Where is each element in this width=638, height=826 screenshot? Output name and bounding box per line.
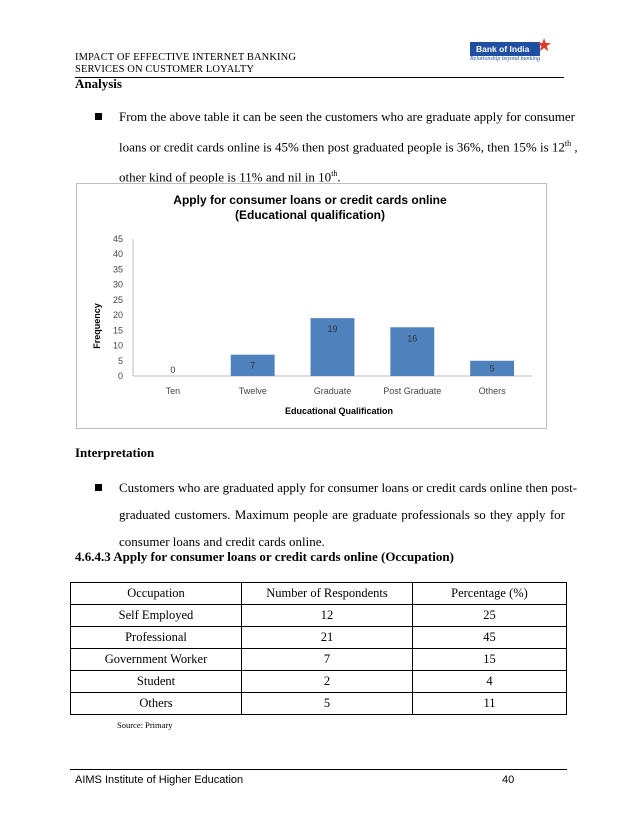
table-row — [71, 671, 567, 693]
cell-percentage: 25 — [413, 605, 567, 627]
y-tick-label: 15 — [112, 325, 123, 336]
occupation-table — [70, 582, 567, 715]
analysis-line-2-text: loans or credit cards online is 45% then post graduated people is 36%, then 15% is 12 — [119, 139, 565, 155]
x-ticks — [166, 386, 506, 396]
header-line-2: SERVICES ON CUSTOMER LOYALTY — [75, 63, 255, 75]
analysis-line-2-end: , — [571, 139, 578, 155]
footer-divider — [70, 769, 567, 770]
y-ticks — [113, 234, 123, 381]
y-tick-label: 30 — [112, 279, 123, 290]
analysis-line-2 — [119, 130, 578, 160]
data-label: 19 — [327, 324, 338, 335]
chart-svg — [77, 184, 546, 428]
chart-title-line-2: (Educational qualification) — [234, 208, 386, 222]
analysis-line-3-text: other kind of people is 11% and nil in 10 — [119, 169, 332, 185]
y-tick-label: 45 — [112, 234, 123, 244]
logo-text: Bank of India — [476, 44, 530, 54]
bank-logo — [462, 35, 562, 66]
analysis-line-2-sup: th — [564, 139, 572, 148]
interpretation-line-3: consumer loans and credit cards online. — [119, 534, 325, 549]
data-label: 16 — [407, 333, 418, 344]
col-header-occupation: Occupation — [71, 583, 242, 605]
analysis-line-3-end: . — [337, 169, 341, 185]
cell-respondents: 2 — [242, 671, 413, 693]
cell-respondents: 7 — [242, 649, 413, 671]
data-label: 7 — [250, 360, 256, 371]
cell-percentage: 45 — [413, 627, 567, 649]
x-tick-label: Others — [478, 386, 506, 396]
bullet-square-icon — [95, 484, 102, 491]
analysis-line-3-sup: th — [331, 169, 338, 179]
y-tick-label: 20 — [112, 310, 123, 321]
y-tick-label: 5 — [117, 355, 123, 366]
page-number: 40 — [502, 774, 515, 786]
logo-tagline: Relationship beyond banking — [470, 56, 540, 62]
analysis-heading: Analysis — [75, 76, 122, 91]
bullet-square-icon — [95, 113, 102, 120]
cell-occupation: Self Employed — [71, 605, 242, 627]
x-axis-label: Educational Qualification — [284, 406, 394, 416]
analysis-line-1: From the above table it can be seen the customers who are graduate apply for consumer — [119, 109, 575, 124]
header-divider — [75, 77, 564, 78]
data-label: 0 — [170, 365, 176, 375]
y-tick-label: 40 — [112, 249, 123, 260]
y-tick-label: 35 — [112, 264, 123, 275]
y-tick-label: 0 — [117, 371, 123, 381]
table-row — [71, 693, 567, 715]
cell-occupation: Professional — [71, 627, 242, 649]
data-label: 5 — [489, 363, 495, 374]
x-tick-label: Graduate — [313, 386, 352, 396]
x-tick-label: Post Graduate — [383, 386, 442, 396]
chart-title-line-1: Apply for consumer loans or credit cards online — [173, 193, 447, 207]
cell-occupation: Others — [71, 693, 242, 715]
cell-occupation: Student — [71, 671, 242, 693]
table-row — [71, 605, 567, 627]
table-row — [71, 627, 567, 649]
y-tick-label: 10 — [112, 340, 123, 351]
col-header-respondents: Number of Respondents — [242, 583, 413, 605]
interpretation-line-2: graduated customers. Maximum people are graduate professionals so they apply for — [119, 507, 565, 522]
table-header-row — [71, 583, 567, 605]
cell-occupation: Government Worker — [71, 649, 242, 671]
x-tick-label: Ten — [165, 386, 181, 396]
running-header — [75, 52, 296, 75]
table-row — [71, 649, 567, 671]
analysis-text — [119, 103, 578, 191]
cell-percentage: 4 — [413, 671, 567, 693]
section-heading: 4.6.4.3 Apply for consumer loans or credit cards online (Occupation) — [75, 549, 454, 564]
y-axis-label: Frequency — [92, 303, 102, 349]
bars — [170, 318, 514, 376]
cell-respondents: 12 — [242, 605, 413, 627]
header-line-1: IMPACT OF EFFECTIVE INTERNET BANKING — [75, 52, 297, 63]
table-source: Source: Primary — [117, 720, 173, 730]
col-header-percentage: Percentage (%) — [413, 583, 567, 605]
interpretation-bullet — [95, 474, 578, 555]
cell-percentage: 11 — [413, 693, 567, 715]
interpretation-heading: Interpretation — [75, 445, 155, 460]
analysis-bullet — [95, 103, 578, 185]
cell-respondents: 5 — [242, 693, 413, 715]
x-tick-label: Twelve — [238, 386, 267, 396]
y-tick-label: 25 — [112, 294, 123, 305]
interpretation-line-1: Customers who are graduated apply for consumer loans or credit cards online then post- — [119, 480, 578, 495]
cell-respondents: 21 — [242, 627, 413, 649]
bar-chart — [76, 183, 547, 429]
star-icon: ★ — [536, 35, 553, 55]
footer-institute: AIMS Institute of Higher Education — [75, 774, 244, 786]
cell-percentage: 15 — [413, 649, 567, 671]
interpretation-text — [119, 474, 578, 555]
